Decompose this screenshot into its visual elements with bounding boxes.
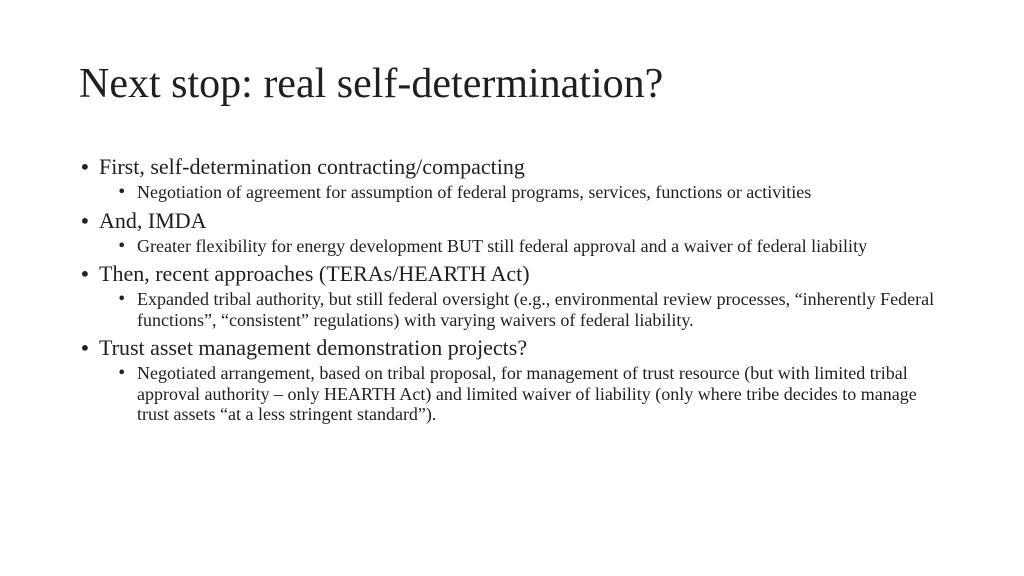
bullet-dot-icon: • bbox=[79, 155, 91, 179]
bullet-list bbox=[79, 152, 949, 425]
bullet-item bbox=[79, 152, 949, 203]
sub-bullet-item bbox=[117, 363, 949, 425]
slide-body bbox=[79, 152, 949, 428]
sub-bullet-text: Negotiated arrangement, based on tribal proposal, for management of trust resource (but with limited tribal approval authority – only HEARTH Act) and limited waiver of liability (only where tribe decides to manage trust assets “at a less stringent standard”). bbox=[137, 363, 917, 424]
sub-bullet-dot-icon: • bbox=[117, 182, 127, 201]
sub-bullet-text: Expanded tribal authority, but still federal oversight (e.g., environmental review processes, “inherently Federal functions”, “consistent” regulations) with varying waivers of federal liability. bbox=[137, 289, 935, 330]
bullet-dot-icon: • bbox=[79, 208, 91, 233]
sub-bullet-text: Negotiation of agreement for assumption of federal programs, services, functions or activities bbox=[137, 182, 812, 202]
bullet-text: Trust asset management demonstration projects? bbox=[99, 335, 528, 360]
bullet-text: And, IMDA bbox=[99, 207, 207, 233]
bullet-dot-icon: • bbox=[79, 262, 91, 286]
sub-bullet-item bbox=[117, 236, 949, 257]
bullet-item bbox=[79, 259, 949, 330]
bullet-text: Then, recent approaches (TERAs/HEARTH Act) bbox=[99, 261, 530, 286]
bullet-item bbox=[79, 333, 949, 425]
slide-title: Next stop: real self-determination? bbox=[79, 61, 664, 107]
bullet-item bbox=[79, 206, 949, 257]
sub-bullet-list bbox=[117, 289, 949, 330]
sub-bullet-item bbox=[117, 289, 949, 330]
sub-bullet-text: Greater flexibility for energy development BUT still federal approval and a waiver of federal liability bbox=[137, 235, 868, 256]
bullet-text: First, self-determination contracting/compacting bbox=[99, 154, 525, 179]
sub-bullet-list bbox=[117, 236, 949, 257]
bullet-dot-icon: • bbox=[79, 336, 91, 360]
sub-bullet-list bbox=[117, 182, 949, 203]
sub-bullet-dot-icon: • bbox=[117, 235, 127, 255]
sub-bullet-item bbox=[117, 182, 949, 203]
sub-bullet-dot-icon: • bbox=[117, 289, 127, 308]
sub-bullet-list bbox=[117, 363, 949, 425]
sub-bullet-dot-icon: • bbox=[117, 363, 127, 382]
